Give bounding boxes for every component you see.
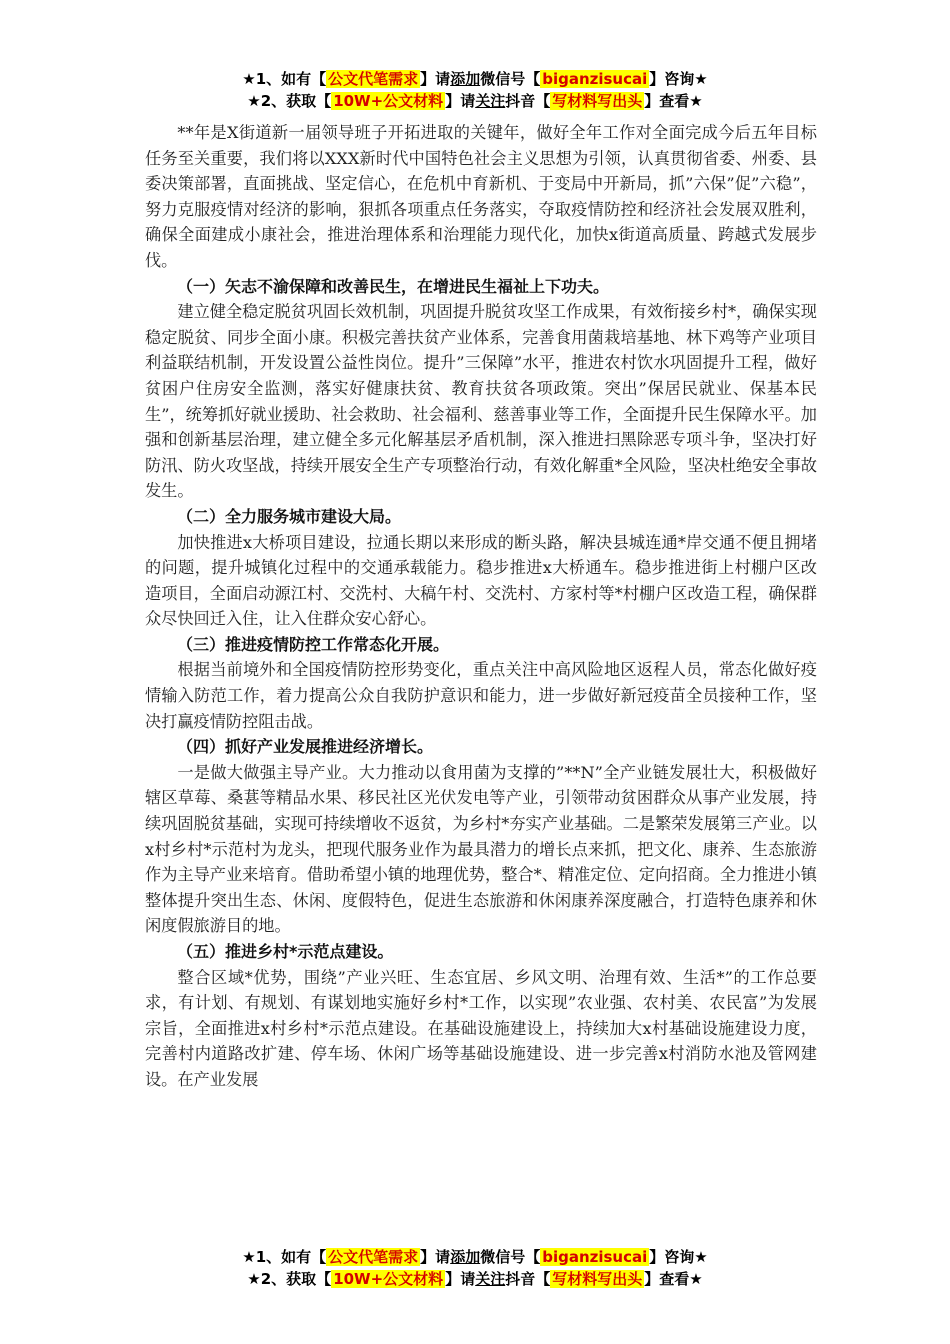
section-paragraph-2: 加快推进x大桥项目建设，拉通长期以来形成的断头路，解决县城连通*岸交通不便且拥堵的问题，提升城镇化过程中的交通承载能力。稳步推进x大桥通车。稳步推进街上村棚户区改造项目，全面启动源江村、交洗村、大稿午村、交洗村、方家村等*村棚户区改造工程，确保群众尽快回迁入住，让入住群众安心舒心。 [145, 532, 817, 629]
banner-text: 微信号【 [480, 70, 541, 88]
section-paragraph-4: 一是做大做强主导产业。大力推动以食用菌为支撑的”**N”全产业链发展壮大，积极做好辖区草莓、桑葚等精品水果、移民社区光伏发电等产业，引领带动贫困群众从事产业发展，持续巩固脱贫基础，实现可持续增收不返贫，为乡村*夯实产业基础。二是繁荣发展第三产业。以x村乡村*示范村为龙头，把现代服务业作为最具潜力的增长点来抓，把文化、康养、生态旅游作为主导产业来培育。借助希望小镇的地理优势，整合*、精准定位、定向招商。全力推进小镇整体提升突出生态、休闲、度假特色，促进生态旅游和休闲康养深度融合，打造特色康养和休闲度假旅游目的地。 [145, 762, 817, 936]
banner-line-2 [0, 90, 950, 112]
banner-line-2 [0, 1268, 950, 1290]
banner-text-add: 添加 [450, 1248, 481, 1266]
banner-text: 抖音【 [505, 92, 551, 110]
banner-text-follow: 关注 [475, 92, 506, 110]
highlight-douyin: 写材料写出头 [552, 1270, 643, 1288]
highlight-wechat-id: biganzisucai [542, 1248, 648, 1266]
banner-text: 】请 [420, 1248, 451, 1266]
top-banner [0, 68, 950, 112]
banner-text: ★2、获取【 [247, 92, 332, 110]
bottom-banner [0, 1246, 950, 1290]
highlight-service: 公文代笔需求 [328, 70, 419, 88]
section-paragraph-1: 建立健全稳定脱贫巩固长效机制，巩固提升脱贫攻坚工作成果，有效衔接乡村*，确保实现稳定脱贫、同步全面小康。积极完善扶贫产业体系，完善食用菌栽培基地、林下鸡等产业项目利益联结机制，开发设置公益性岗位。提升”三保障”水平，推进农村饮水巩固提升工程，做好贫困户住房安全监测，落实好健康扶贫、教育扶贫各项政策。突出”保居民就业、保基本民生”，统筹抓好就业援助、社会救助、社会福利、慈善事业等工作，全面提升民生保障水平。加强和创新基层治理，建立健全多元化解基层矛盾机制，深入推进扫黑除恶专项斗争，坚决打好防汛、防火攻坚战，持续开展安全生产专项整治行动，有效化解重*全风险，坚决杜绝安全事故发生。 [145, 302, 817, 501]
banner-text-follow: 关注 [475, 1270, 506, 1288]
highlight-wechat-id: biganzisucai [542, 70, 648, 88]
section-paragraph-5: 整合区域*优势，围绕”产业兴旺、生态宜居、乡风文明、治理有效、生活*”的工作总要求，有计划、有规划、有谋划地实施好乡村*工作，以实现”农业强、农村美、农民富”为发展宗旨，全面推进x村乡村*示范点建设。在基础设施建设上，持续加大x村基础设施建设力度，完善村内道路改扩建、停车场、休闲广场等基础设施建设、进一步完善x村消防水池及管网建设。在产业发展 [145, 967, 817, 1089]
banner-line-1 [0, 1246, 950, 1268]
intro-paragraph: **年是X街道新一届领导班子开拓进取的关键年，做好全年工作对全面完成今后五年目标任务至关重要，我们将以XXX新时代中国特色社会主义思想为引领，认真贯彻省委、州委、县委决策部署，直面挑战、坚定信心，在危机中育新机、于变局中开新局，抓”六保”促”六稳”，努力克服疫情对经济的影响，狠抓各项重点任务落实，夺取疫情防控和经济社会发展双胜利，确保全面建成小康社会，推进治理体系和治理能力现代化，加快x街道高质量、跨越式发展步伐。 [145, 123, 817, 270]
banner-text: 】请 [445, 1270, 476, 1288]
banner-text: 】咨询★ [649, 70, 708, 88]
banner-text: 】请 [445, 92, 476, 110]
banner-text: 】查看★ [644, 92, 703, 110]
banner-line-1 [0, 68, 950, 90]
section-heading-1: （一）矢志不渝保障和改善民生，在增进民生福祉上下功夫。 [177, 276, 610, 296]
document-body [145, 120, 817, 1093]
banner-text: ★1、如有【 [242, 1248, 327, 1266]
banner-text-add: 添加 [450, 70, 481, 88]
banner-text: 抖音【 [505, 1270, 551, 1288]
banner-text: ★1、如有【 [242, 70, 327, 88]
banner-text: 】请 [420, 70, 451, 88]
banner-text: 】咨询★ [649, 1248, 708, 1266]
banner-text: 微信号【 [480, 1248, 541, 1266]
section-heading-5: （五）推进乡村*示范点建设。 [177, 942, 394, 961]
section-heading-4: （四）抓好产业发展推进经济增长。 [177, 737, 434, 757]
highlight-materials: 10W+公文材料 [333, 92, 444, 110]
highlight-douyin: 写材料写出头 [552, 92, 643, 110]
banner-text: ★2、获取【 [247, 1270, 332, 1288]
section-heading-3: （三）推进疫情防控工作常态化开展。 [177, 634, 450, 654]
highlight-materials: 10W+公文材料 [333, 1270, 444, 1288]
highlight-service: 公文代笔需求 [328, 1248, 419, 1266]
section-heading-2: （二）全力服务城市建设大局。 [177, 506, 402, 526]
section-paragraph-3: 根据当前境外和全国疫情防控形势变化，重点关注中高风险地区返程人员，常态化做好疫情输入防范工作，着力提高公众自我防护意识和能力，进一步做好新冠疫苗全员接种工作，坚决打赢疫情防控阻击战。 [145, 660, 817, 731]
banner-text: 】查看★ [644, 1270, 703, 1288]
